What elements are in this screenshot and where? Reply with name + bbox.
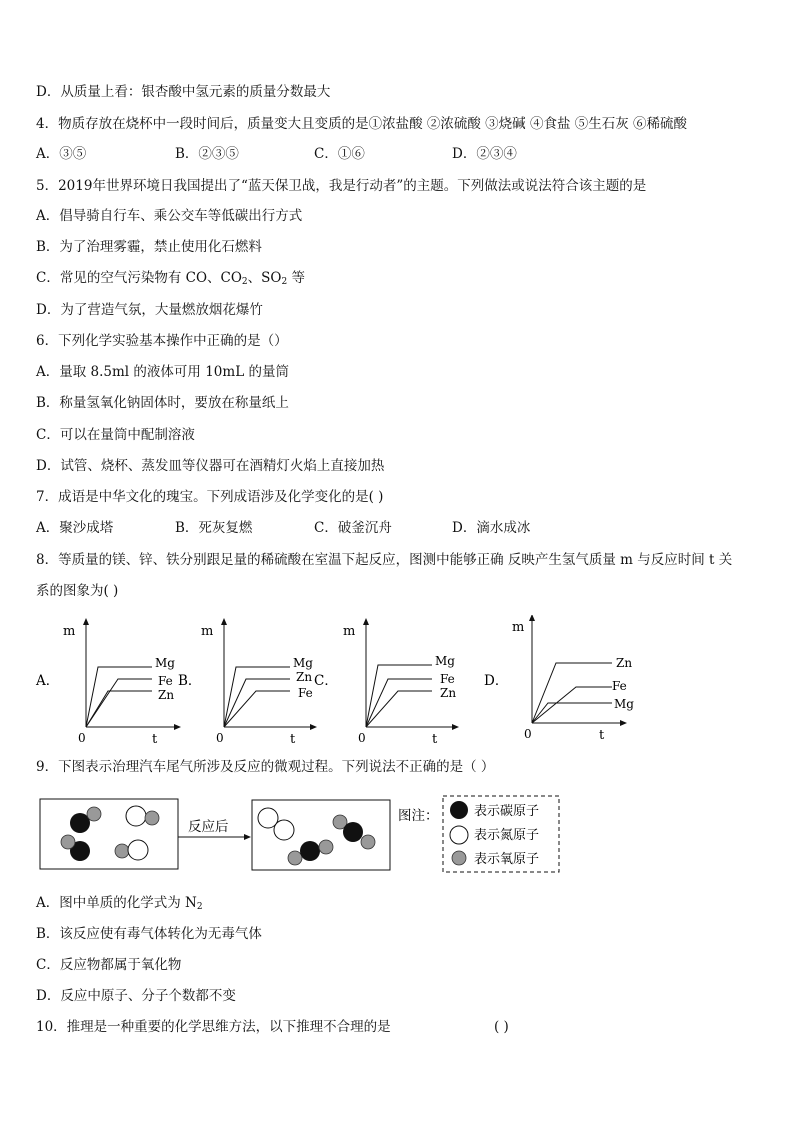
q9-diagram xyxy=(0,790,794,880)
legend-title: 图注： xyxy=(398,808,439,824)
graph-c-line-fe xyxy=(366,679,432,727)
graph-b-origin: 0 xyxy=(216,731,224,745)
legend-carbon: 表示碳原子 xyxy=(474,804,540,819)
q3-option-d: D．从质量上看：银杏酸中氢元素的质量分数最大 xyxy=(36,84,331,100)
q4-option-c: C．①⑥ xyxy=(314,146,365,162)
q4-option-d: D．②③④ xyxy=(452,146,517,162)
q9-option-c: C．反应物都属于氧化物 xyxy=(36,957,182,973)
q4-option-a: A．③⑤ xyxy=(36,146,87,162)
q9-stem: 9．下图表示治理汽车尾气所涉及反应的微观过程。下列说法不正确的是（ ） xyxy=(36,759,495,775)
graph-d-line-zn xyxy=(532,663,612,723)
graph-d-x-label: t xyxy=(599,728,605,743)
legend-nitrogen: 表示氮原子 xyxy=(474,828,540,843)
graph-c-series-3: Zn xyxy=(440,686,457,700)
q7-option-a: A．聚沙成塔 xyxy=(36,520,114,536)
graph-b-line-zn xyxy=(224,679,290,727)
graph-b-series-2: Zn xyxy=(296,670,313,684)
q9-option-d: D．反应中原子、分子个数都不变 xyxy=(36,988,236,1004)
graph-d-origin: 0 xyxy=(524,727,532,741)
graph-b-label: B． xyxy=(178,673,202,689)
graph-b-series-1: Mg xyxy=(293,656,313,670)
q6-stem: 6．下列化学实验基本操作中正确的是（） xyxy=(36,333,288,349)
q7-option-d: D．滴水成冰 xyxy=(452,520,531,536)
q6-option-d: D．试管、烧杯、蒸发皿等仪器可在酒精灯火焰上直接加热 xyxy=(36,458,385,474)
graph-b-x-label: t xyxy=(290,732,296,745)
graph-a-series-3: Zn xyxy=(158,688,175,702)
graph-c-series-2: Fe xyxy=(440,672,455,686)
q10-stem: 10．推理是一种重要的化学思维方法，以下推理不合理的是 xyxy=(36,1019,391,1035)
q8-stem-line1: 8．等质量的镁、锌、铁分别跟足量的稀硫酸在室温下起反应，图测中能够正确 反映产生氢气质量 m 与反应时间 t 关 xyxy=(36,552,733,568)
carbon-atom-icon xyxy=(450,801,468,819)
q7-option-b: B．死灰复燃 xyxy=(175,520,253,536)
reactant-molecules xyxy=(61,806,159,861)
oxygen-atom-icon xyxy=(452,851,466,865)
graph-d-series-1: Zn xyxy=(616,656,633,670)
q5-stem: 5．2019年世界环境日我国提出了“蓝天保卫战，我是行动者”的主题。下列做法或说法符合该主题的是 xyxy=(36,178,647,194)
graph-c-x-label: t xyxy=(432,732,438,745)
graph-d xyxy=(484,617,634,743)
q9-option-a: A．图中单质的化学式为 $N_2$ xyxy=(36,895,203,912)
graph-c-y-label: m xyxy=(343,624,356,639)
q7-option-c: C．破釜沉舟 xyxy=(314,520,392,536)
q8-stem-line2: 系的图象为( ) xyxy=(36,583,119,599)
graph-a-line-fe xyxy=(86,679,152,727)
graph-d-series-3: Mg xyxy=(614,697,634,711)
graph-b xyxy=(178,621,314,745)
graph-b-line-fe xyxy=(224,691,290,727)
q5-option-c: C．常见的空气污染物有 CO、$CO_2$、$SO_2$ 等 xyxy=(36,270,306,287)
graph-a-origin: 0 xyxy=(78,731,86,745)
nitrogen-atom-icon xyxy=(450,826,468,844)
graph-a-x-label: t xyxy=(152,732,158,745)
graph-d-y-label: m xyxy=(512,620,525,635)
product-molecules xyxy=(258,808,375,865)
q5-option-b: B．为了治理雾霾，禁止使用化石燃料 xyxy=(36,239,262,255)
graph-c-line-mg xyxy=(366,665,432,727)
graph-c xyxy=(314,621,456,745)
graph-d-label: D． xyxy=(484,673,509,689)
q5-option-d: D．为了营造气氛，大量燃放烟花爆竹 xyxy=(36,302,263,318)
q6-option-c: C．可以在量筒中配制溶液 xyxy=(36,427,195,443)
graph-c-origin: 0 xyxy=(358,731,366,745)
graph-a-label: A． xyxy=(36,673,60,689)
graph-d-series-2: Fe xyxy=(612,679,627,693)
q6-option-b: B．称量氢氧化钠固体时，要放在称量纸上 xyxy=(36,395,289,411)
graph-c-line-zn xyxy=(366,691,432,727)
graph-c-label: C． xyxy=(314,673,338,689)
graph-a-line-mg xyxy=(86,667,152,727)
q10-answer-paren: ( ) xyxy=(494,1019,509,1035)
graph-a-line-zn xyxy=(86,691,152,727)
graph-a-series-2: Fe xyxy=(158,674,173,688)
graph-b-series-3: Fe xyxy=(298,686,313,700)
legend-oxygen: 表示氧原子 xyxy=(474,852,540,867)
q9-option-b: B．该反应使有毒气体转化为无毒气体 xyxy=(36,926,262,942)
graph-a xyxy=(35,621,178,745)
q4-stem: 4．物质存放在烧杯中一段时间后，质量变大且变质的是①浓盐酸 ②浓硫酸 ③烧碱 ④食盐 ⑤生石灰 ⑥稀硫酸 xyxy=(36,116,688,132)
graph-a-series-1: Mg xyxy=(155,656,175,670)
q8-graphs xyxy=(0,615,794,745)
q6-option-a: A．量取 8.5ml 的液体可用 10mL 的量筒 xyxy=(36,364,289,380)
graph-b-line-mg xyxy=(224,667,290,727)
reactants-box xyxy=(40,799,178,869)
q5-option-a: A．倡导骑自行车、乘公交车等低碳出行方式 xyxy=(36,208,303,224)
graph-a-y-label: m xyxy=(63,624,76,639)
graph-c-series-1: Mg xyxy=(435,654,455,668)
reaction-arrow-label: 反应后 xyxy=(188,819,229,835)
graph-b-y-label: m xyxy=(201,624,214,639)
q7-stem: 7．成语是中华文化的瑰宝。下列成语涉及化学变化的是( ) xyxy=(36,489,384,505)
q4-option-b: B．②③⑤ xyxy=(175,146,239,162)
